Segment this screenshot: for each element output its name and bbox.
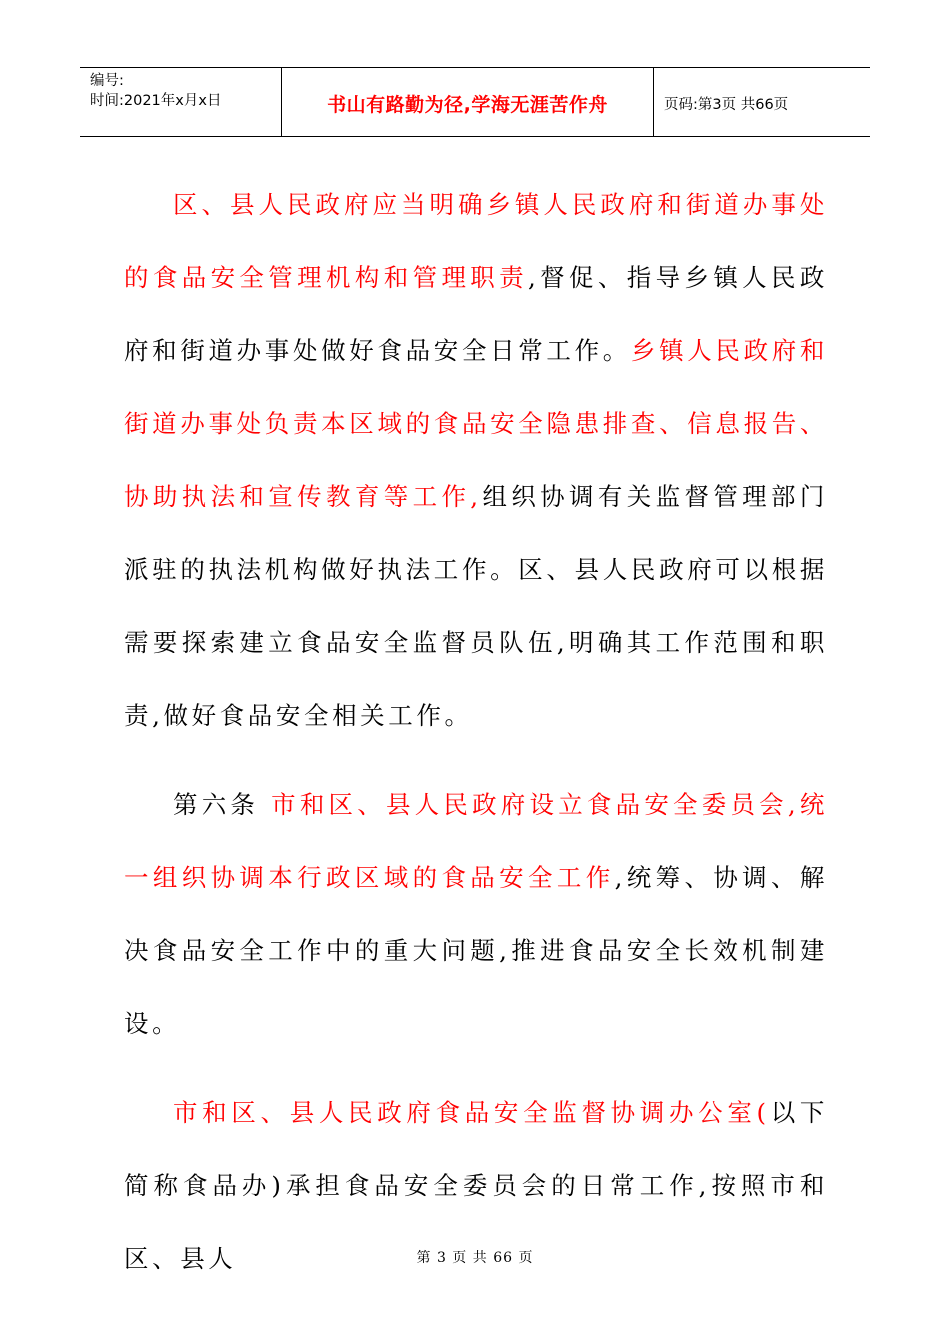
number-label: 编号:	[90, 73, 124, 89]
time-label: 时间:2021年x月x日	[90, 93, 222, 109]
highlighted-text: 市和区、县人民政府食品安全监督协调办公室(	[173, 1098, 770, 1127]
header-meta	[80, 68, 282, 136]
body-text-run: 第六条	[173, 790, 272, 819]
paragraph	[124, 168, 828, 752]
paragraph	[124, 768, 828, 1060]
page-footer: 第 3 页 共 66 页	[416, 1250, 534, 1266]
body-text-run: 组织协调有关监督管理部门派驻的执法机构做好执法工作。区、县人民政府可以根据需要探索建立食品安全监督员队伍,明确其工作范围和职责,做好食品安全相关工作。	[124, 482, 829, 730]
highlighted-text: 乡镇人民政府和街道办事处负责本区域的食品安全隐患排查、信息报告、协助执法和宣传教育等工作,	[124, 336, 828, 511]
body-text-run: ,督促、指导乡镇人民政府和街道办事处做好食品安全日常工作。	[124, 263, 829, 365]
header-page-info: 页码:第3页 共66页	[664, 96, 789, 113]
header-motto: 书山有路勤为径,学海无涯苦作舟	[282, 68, 654, 136]
body-text-run: ,统筹、协调、解决食品安全工作中的重大问题,推进食品安全长效机制建设。	[124, 863, 828, 1038]
highlighted-text: 市和区、县人民政府设立食品安全委员会,统一组织协调本行政区域的食品安全工作	[124, 790, 828, 892]
highlighted-text: 区、县人民政府应当明确乡镇人民政府和街道办事处的食品安全管理机构和管理职责	[124, 190, 828, 292]
body-text-run: 以下简称食品办)承担食品安全委员会的日常工作,按照市和区、县人	[124, 1098, 829, 1273]
page-header	[80, 67, 870, 137]
document-body	[124, 168, 828, 1295]
